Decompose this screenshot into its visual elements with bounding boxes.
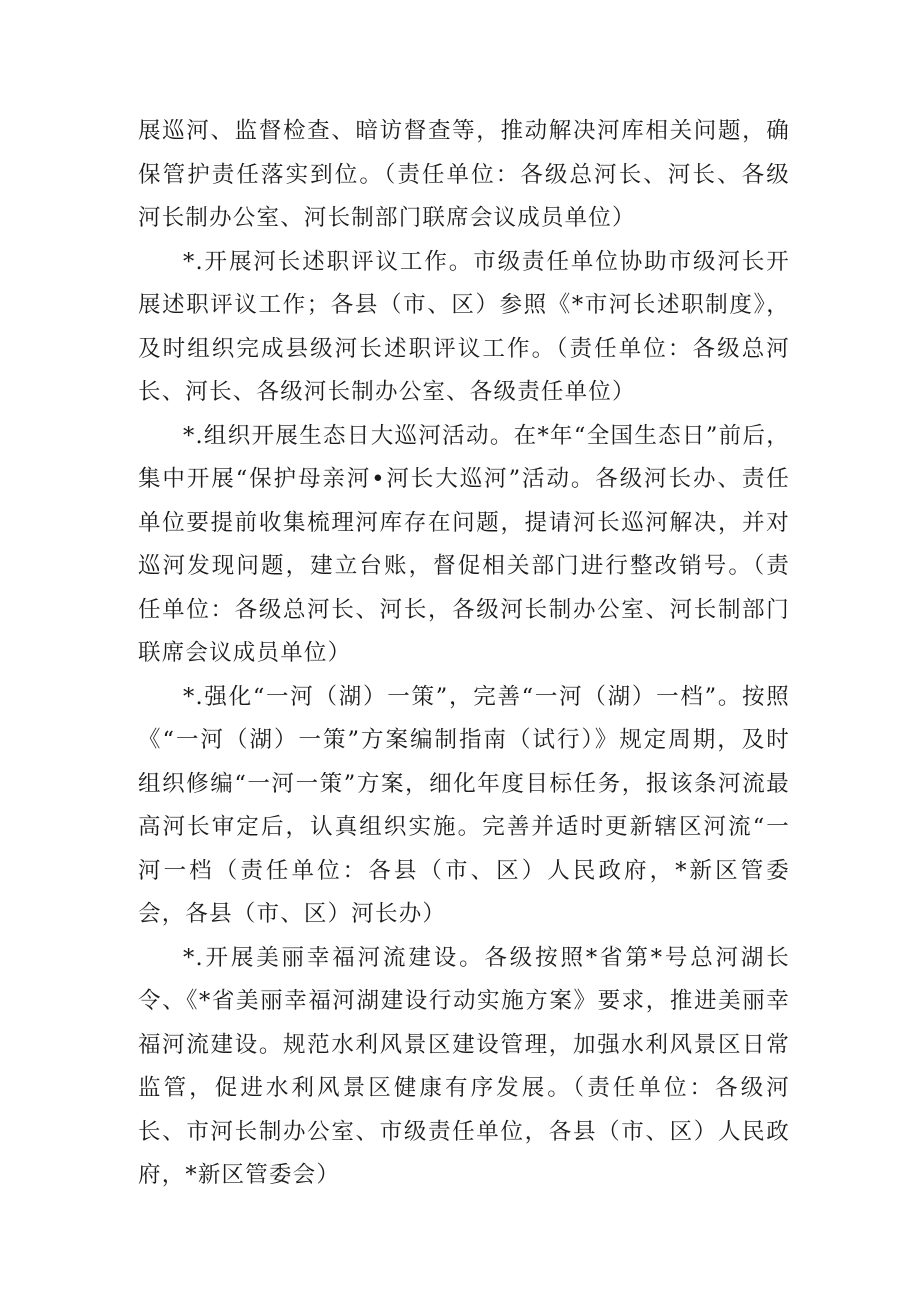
paragraph-3: *.组织开展生态日大巡河活动。在*年“全国生态日”前后，集中开展“保护母亲河•河长大巡河”活动。各级河长办、责任单位要提前收集梳理河库存在问题，提请河长巡河解决，并对巡河发现问题，建立台账，督促相关部门进行整改销号。（责任单位：各级总河长、河长，各级河长制办公室、河长制部门联席会议成员单位） <box>138 422 790 666</box>
paragraph-4: *.强化“一河（湖）一策”，完善“一河（湖）一档”。按照《“一河（湖）一策”方案编制指南（试行）》规定周期，及时组织修编“一河一策”方案，细化年度目标任务，报该条河流最高河长审定后，认真组织实施。完善并适时更新辖区河流“一河一档（责任单位：各县（市、区）人民政府，*新区管委会，各县（市、区）河长办） <box>138 683 790 927</box>
paragraph-1: 展巡河、监督检查、暗访督查等，推动解决河库相关问题，确保管护责任落实到位。（责任单位：各级总河长、河长、各级河长制办公室、河长制部门联席会议成员单位） <box>138 118 790 231</box>
document-body <box>138 110 790 1198</box>
paragraph-2: *.开展河长述职评议工作。市级责任单位协助市级河长开展述职评议工作；各县（市、区）参照《*市河长述职制度》，及时组织完成县级河长述职评议工作。（责任单位：各级总河长、河长、各级河长制办公室、各级责任单位） <box>138 248 790 405</box>
paragraph-5: *.开展美丽幸福河流建设。各级按照*省第*号总河湖长令、《*省美丽幸福河湖建设行动实施方案》要求，推进美丽幸福河流建设。规范水利风景区建设管理，加强水利风景区日常监管，促进水利风景区健康有序发展。（责任单位：各级河长、市河长制办公室、市级责任单位，各县（市、区）人民政府，*新区管委会） <box>138 944 790 1188</box>
